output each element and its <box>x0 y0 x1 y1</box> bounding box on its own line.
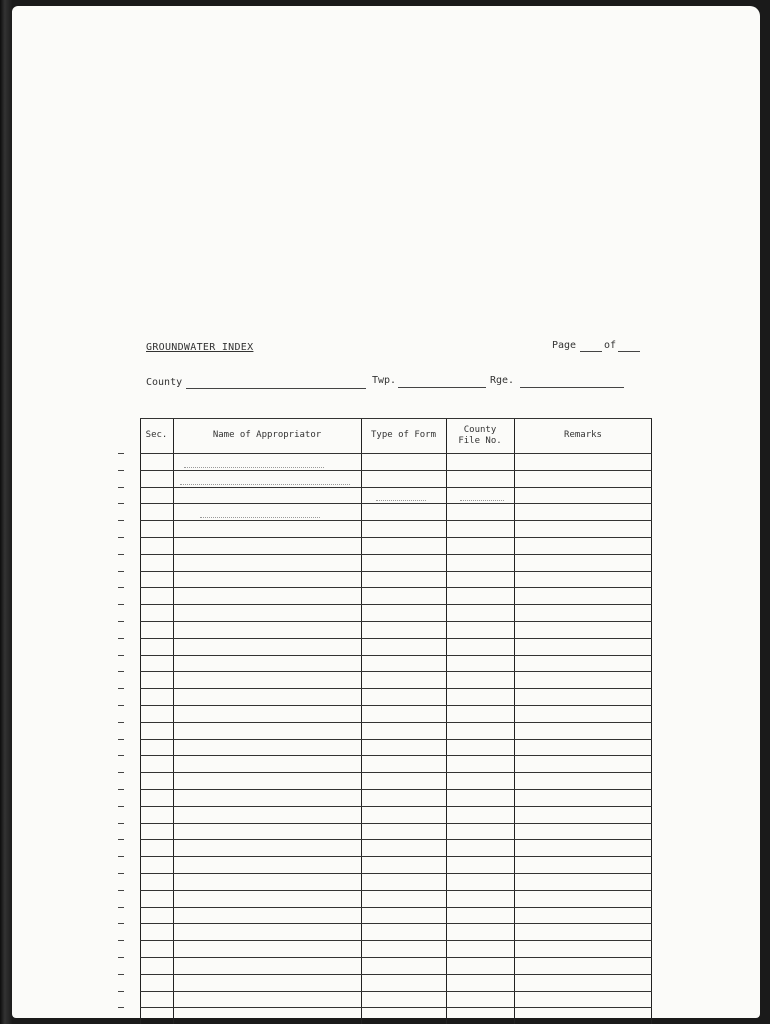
scan-border <box>0 0 12 1024</box>
page-number-blank <box>580 351 602 352</box>
table-row <box>140 470 652 471</box>
col-header-remarks: Remarks <box>564 430 602 440</box>
margin-tick <box>118 957 124 958</box>
table-row <box>140 1007 652 1008</box>
table-row <box>140 604 652 605</box>
col-header-type: Type of Form <box>370 430 437 440</box>
table-row <box>140 890 652 891</box>
form-title: GROUNDWATER INDEX <box>146 342 254 353</box>
col-header-name: Name of Appropriator <box>212 430 322 440</box>
margin-tick <box>118 705 124 706</box>
table-row <box>140 655 652 656</box>
margin-tick <box>118 823 124 824</box>
rge-label: Rge. <box>490 375 515 386</box>
margin-tick <box>118 537 124 538</box>
margin-tick <box>118 722 124 723</box>
margin-tick <box>118 470 124 471</box>
pencil-mark <box>460 500 504 501</box>
pencil-mark <box>184 467 324 468</box>
table-row <box>140 789 652 790</box>
table-row <box>140 739 652 740</box>
table-row <box>140 671 652 672</box>
table-row <box>140 823 652 824</box>
table-row <box>140 907 652 908</box>
margin-tick <box>118 571 124 572</box>
table-row <box>140 991 652 992</box>
county-label: County <box>146 377 183 388</box>
county-blank <box>186 388 366 389</box>
table-row <box>140 520 652 521</box>
table-row <box>140 705 652 706</box>
groundwater-index-table <box>140 418 652 1024</box>
twp-blank <box>398 387 486 388</box>
page-total-blank <box>618 351 640 352</box>
margin-tick <box>118 655 124 656</box>
table-row <box>140 503 652 504</box>
table-row <box>140 873 652 874</box>
margin-tick <box>118 907 124 908</box>
margin-tick <box>118 755 124 756</box>
margin-tick <box>118 974 124 975</box>
margin-tick <box>118 688 124 689</box>
table-row <box>140 806 652 807</box>
margin-tick <box>118 487 124 488</box>
margin-tick <box>118 1007 124 1008</box>
margin-tick <box>118 873 124 874</box>
page-label: Page <box>552 340 577 351</box>
table-row <box>140 856 652 857</box>
table-row <box>140 923 652 924</box>
margin-tick <box>118 789 124 790</box>
margin-tick <box>118 739 124 740</box>
margin-tick <box>118 806 124 807</box>
margin-tick <box>118 671 124 672</box>
header-divider <box>140 453 652 454</box>
margin-tick <box>118 554 124 555</box>
margin-tick <box>118 890 124 891</box>
col-header-sec: Sec. <box>145 430 168 440</box>
table-row <box>140 957 652 958</box>
table-row <box>140 755 652 756</box>
col-header-file: County File No. <box>458 424 502 446</box>
margin-tick <box>118 621 124 622</box>
table-row <box>140 974 652 975</box>
margin-tick <box>118 991 124 992</box>
margin-tick <box>118 856 124 857</box>
table-row <box>140 772 652 773</box>
margin-tick <box>118 604 124 605</box>
rge-blank <box>520 387 624 388</box>
margin-tick <box>118 587 124 588</box>
table-row <box>140 621 652 622</box>
pencil-mark <box>200 517 320 518</box>
margin-tick <box>118 772 124 773</box>
table-row <box>140 839 652 840</box>
margin-tick <box>118 638 124 639</box>
table-border-top <box>140 418 652 419</box>
margin-tick <box>118 453 124 454</box>
table-row <box>140 571 652 572</box>
of-label: of <box>604 340 617 351</box>
twp-label: Twp. <box>372 375 397 386</box>
table-row <box>140 554 652 555</box>
table-row <box>140 722 652 723</box>
table-row <box>140 587 652 588</box>
margin-tick <box>118 839 124 840</box>
table-row <box>140 537 652 538</box>
margin-tick <box>118 923 124 924</box>
margin-tick <box>118 940 124 941</box>
table-row <box>140 638 652 639</box>
table-row <box>140 940 652 941</box>
pencil-mark <box>180 484 350 485</box>
table-row <box>140 688 652 689</box>
margin-tick <box>118 520 124 521</box>
table-row <box>140 487 652 488</box>
pencil-mark <box>376 500 426 501</box>
margin-tick <box>118 503 124 504</box>
